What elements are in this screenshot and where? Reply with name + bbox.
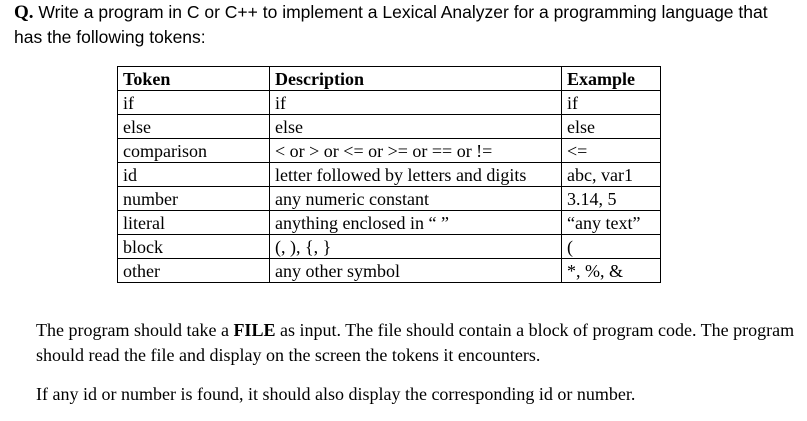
instructions-text-after: as input. The file should contain a block of program code. The program should read the file and display on the screen the tokens it encounters.: [36, 320, 795, 365]
file-keyword: FILE: [233, 320, 276, 340]
description-cell: anything enclosed in “ ”: [270, 211, 562, 235]
instructions-paragraph: [36, 318, 796, 368]
description-cell: any numeric constant: [270, 187, 562, 211]
example-cell: *, %, &: [562, 259, 661, 283]
table-row: [118, 259, 661, 283]
table-row: [118, 187, 661, 211]
table-row: [118, 211, 661, 235]
example-cell: if: [562, 91, 661, 115]
table-row: [118, 91, 661, 115]
description-cell: if: [270, 91, 562, 115]
example-cell: 3.14, 5: [562, 187, 661, 211]
table-header-row: [118, 67, 661, 91]
example-cell: abc, var1: [562, 163, 661, 187]
description-cell: else: [270, 115, 562, 139]
header-description: Description: [270, 67, 562, 91]
token-cell: other: [118, 259, 270, 283]
example-cell: else: [562, 115, 661, 139]
description-cell: letter followed by letters and digits: [270, 163, 562, 187]
question-text: Write a program in C or C++ to implement a Lexical Analyzer for a programming language that has the following tokens:: [14, 2, 768, 47]
table-row: [118, 139, 661, 163]
token-cell: literal: [118, 211, 270, 235]
instructions-text-before: The program should take a: [36, 320, 234, 340]
example-cell: “any text”: [562, 211, 661, 235]
question-label: Q.: [14, 2, 34, 23]
table-row: [118, 115, 661, 139]
id-number-paragraph: If any id or number is found, it should also display the corresponding id or number.: [36, 384, 636, 404]
example-cell: <=: [562, 139, 661, 163]
token-cell: if: [118, 91, 270, 115]
header-token: Token: [118, 67, 270, 91]
token-cell: block: [118, 235, 270, 259]
token-cell: else: [118, 115, 270, 139]
example-cell: (: [562, 235, 661, 259]
token-cell: id: [118, 163, 270, 187]
token-cell: number: [118, 187, 270, 211]
description-cell: any other symbol: [270, 259, 562, 283]
header-example: Example: [562, 67, 661, 91]
table-row: [118, 163, 661, 187]
table-row: [118, 235, 661, 259]
question: [14, 0, 794, 50]
description-cell: (, ), {, }: [270, 235, 562, 259]
description-cell: < or > or <= or >= or == or !=: [270, 139, 562, 163]
token-table: [117, 66, 661, 283]
token-cell: comparison: [118, 139, 270, 163]
